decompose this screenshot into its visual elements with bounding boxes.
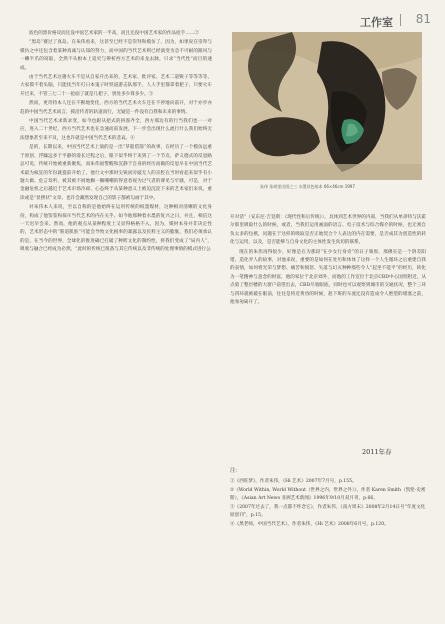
- footnotes-list: [230, 478, 426, 530]
- paragraph: 由于当代艺术这趟火车不是从自家开出来的，艺术家、批评家、艺术二道贩子等等等等，大家摸不着头脑，只能抚当年打日本鬼子时铁道游击队那手，人人手里都拿着耙子，只要火车开过来，不管三七二十一抢面了就是几耙子，别处多少算多少。③: [20, 75, 212, 97]
- article-date: 2011年春: [362, 448, 392, 456]
- section-title: 工作室: [360, 16, 393, 29]
- ink-painting-illustration: [232, 32, 422, 180]
- footnote: ④《黑老师，中国当代艺术》，作者朱伟，《Hi 艺术》2008年6月号，p.120。: [230, 521, 389, 527]
- page-number: 81: [415, 12, 431, 26]
- right-text-column: [230, 214, 426, 308]
- paragraph: 对朱伟本人来说，至以自称的是他始终在运用传统的纸墨媒材，这种相对清晰的文化身份，构成了他鉴鉴和探斥当代艺术的内在关乎。如今他那种着水墨的复兴之日，并且，相信这一天迟早会来。然而，他的观点从某种程度上又显得格格不入，因为，媒材本身并非决定性的，艺术形态中的“筋道肌肤”可能会导致文化税率的暴露以及民粹主义的膨胀，我们必须承认的是，在当今的世界，全球化的推进确已打破了种跨文化的制约性，将我们变成了“局内人”，吸收与融合已经成为必然，“此时的传统已很备与其它传统以及非传统的处理事情的模式进行公: [20, 205, 212, 253]
- footnote: ③《2007年过去了，我一点都不怀念它》，作者朱伟，《南方周末》2008年2月14日号“年度文化原创刊”，p.15。: [230, 504, 426, 519]
- notes-label: 注：: [230, 468, 242, 474]
- footnote: ①《西旺梦》，作者朱伟，《Hi 艺术》2007年7月号，p.155。: [230, 479, 357, 484]
- header-divider: [400, 14, 401, 26]
- paragraph: 然而，更奇特本人还在不断地变化，西方的当代艺术火车还在不停地向前开，对于亦步亦趋的中国当代艺术而言，援沿传者的轨道而行，无疑是一件没有自我和未来的事情。: [20, 101, 212, 115]
- paragraph: 开对话”（安东尼·吉登斯：《现代性和后传统》），具体到艺术世界的内部，当我们从单弟特与沃霍尔那里吸取什么的时候，或者，当我们运用画面的语言、电子技术与综合媒介的时候，也无须自负太多的包袱，问题在于这样的吸取是否正地契合个人表达的内在需要，是否成其为创造性的转化与运用，以及，是否能够与自身文化的主体性发生真切的联系。: [230, 215, 426, 246]
- footnote: ②《World Within, World Without（世界之内，世界之外）》，作者 Karen Smith（凯伦·史密斯），《Asian Art News 亚洲艺术新闻》1996年9/10月双月刊，p.66。: [230, 487, 426, 502]
- paragraph: “黑岛”赛过了真岛。在朱伟看来，这甚至已经不是崇拜和模仿了，因为，如果说在崇拜与模仿之中还包含着某种真诚与认知的努力，而中国的当代艺术则已经演变为急不可耐的跟风与一鳞半爪的窃取，全然不从根本上追究与辨析西方艺术的来龙去脉，只求“当代性”而目的速成。: [20, 40, 212, 71]
- paragraph: 中国当代艺术求新求变，如今也跟从把式的拼凑齐全，西方那边有的行当我们也一一对应，进入二十世纪，西方当代艺术也在急速而前发展，下一步会出现什么流行什么我们始终无法想象甚至来不及，这也许就是中国当代艺术的悲哀。④: [20, 119, 212, 141]
- paragraph: 底色的黑价格反而还没中国艺术家的一半高，而且还没中国艺术家的作品抢手……②: [29, 31, 199, 36]
- figure-caption: 朱伟 张胡里出图之三 水墨设色纸本 66×46cm 1997: [260, 184, 355, 189]
- paragraph: 现在的朱伟再得很少，好像是在为那段“在少女行身旁”的日子频原，那佛实是一个阴差阳错，造化弄人的故事，对他来说，重要的是如何在处历和体体了这样一个人生循环之后重建自我的表情，如何将光荣与梦想、痛苦和愤怒、失落与幻灭种种那些令人“起坐不能平”的经历，转化为一笔精神与意念的财富，他的家位于北京郊外，而他的工作室位于北京CBD中心国贸附近，从点骑了整层楼的大窗户前望出去，CBD尽收眼底，同时也可以观察到城市的交通状况，整个三环与四环就被破在眼前，往往是将近黄昏的时候，趁下班的车流还没有造成令人绝望的堵塞之前，他匆匆离开了。: [230, 249, 426, 306]
- artwork-image: [232, 32, 422, 180]
- left-text-column: [20, 30, 212, 256]
- paragraph: 是的，长期以来，中国当代艺术上演的是一出“草船借箭”的故事，在经历了一个模仿远重于原创、浮躁远多于平静的漫长过程之后，眼下似乎终于来到了一个节点，萨义德式的反思路总可见，传统开始被重新聚焦，而朱伟固警醒和沉静于自身的经历而做的反思早在中国当代艺术最为疯狂的年份就提前开始了，他行文中那时尖锐而旁敲无人的京腔在当时看起来似乎有小题大做、危言耸听，被其被不屑地搁一搁嘲嘲的得意者视为过气者的谬见与牢骚，可是，对于金融危机之后越近于艺术市场冷却、心态终于从某种意义上被迫沉淀下来的艺术家们来说，重读或是“显摆状”文章，也许会藏然发现自己的影子都被勾画于其中。: [20, 145, 212, 201]
